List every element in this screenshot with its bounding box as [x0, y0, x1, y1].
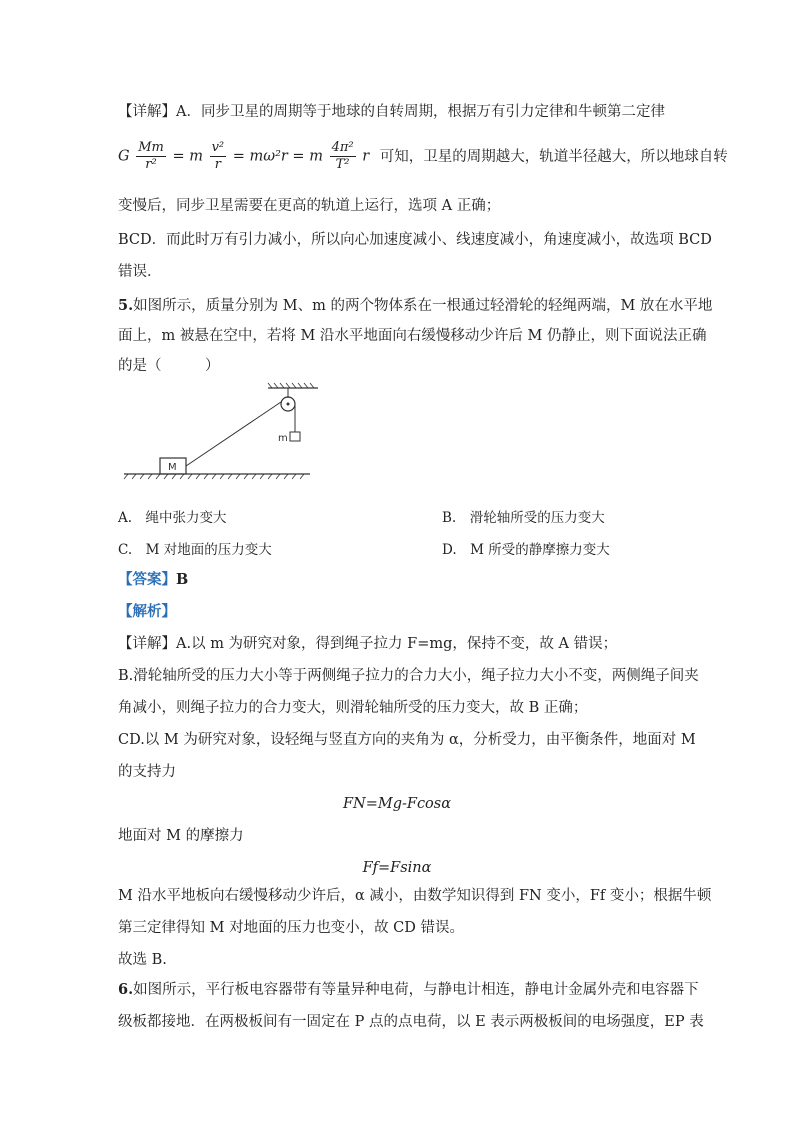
gravitation-formula: G $\frac{Mm}{\text{r²}}$ = m $\frac{\text{v²}}{r}$ = mω²r = m $\frac{\text{4π²}}{\text{T²}}$ r 可知，卫星的周期越大，轨道半径越大，所以地球自转 [118, 140, 728, 172]
detail-b-line-2: 角减小，则绳子拉力的合力变大，则滑轮轴所受的压力变大，故 B 正确； [118, 700, 588, 716]
fraction-4pi2-t2: $\frac{\text{4π²}}{\text{T²}}$ [331, 140, 354, 172]
analysis-tag: 【解析】 [118, 603, 176, 620]
answer-value: B [176, 571, 189, 588]
label-m: m [278, 433, 288, 444]
question-number: 5. [118, 297, 134, 314]
detail-conclusion-3: 故选 B. [118, 952, 167, 968]
equation-friction: Ff=Fsinα [362, 860, 432, 876]
question-5-line-3: 的是（ ） [118, 358, 220, 374]
answer-line [118, 570, 188, 590]
option-b: B. 滑轮轴所受的压力变大 [442, 510, 605, 526]
hanging-block-m [290, 432, 300, 441]
detail-b-line-1: B.滑轮轴所受的压力大小等于两侧绳子拉力的合力大小，绳子拉力大小不变，两侧绳子间夹 [118, 668, 699, 684]
detail-text: A．同步卫星的周期等于地球的自转周期，根据万有引力定律和牛顿第二定律 [176, 104, 665, 120]
analysis-heading [118, 602, 176, 622]
question-5-line-2: 面上，m 被悬在空中，若将 M 沿水平地面向右缓慢移动少许后 M 仍静止，则下面说法正确 [118, 328, 707, 344]
question-5-line-1: 5.如图所示，质量分别为 M、m 的两个物体系在一根通过轻滑轮的轻绳两端，M 放在水平地 [118, 297, 713, 314]
label-M: M [168, 462, 177, 473]
detail-cd-line-1: CD.以 M 为研究对象，设轻绳与竖直方向的夹角为 α，分析受力，由平衡条件，地面对 M [118, 732, 696, 748]
detail-cd-line-2: 的支持力 [118, 764, 176, 780]
paragraph-line: 错误． [118, 264, 162, 280]
question-number: 6. [118, 981, 134, 998]
paragraph-line: 变慢后，同步卫星需要在更高的轨道上运行，选项 A 正确； [118, 198, 501, 214]
detail-conclusion-1: M 沿水平地板向右缓慢移动少许后，α 减小，由数学知识得到 FN 变小，Ff 变小；根据牛顿 [118, 888, 712, 904]
ceiling-hatch [268, 383, 314, 388]
detail-a-line: 【详解】A.以 m 为研究对象，得到绳子拉力 F=mg，保持不变，故 A 错误； [118, 636, 618, 652]
detail-conclusion-2: 第三定律得知 M 对地面的压力也变小，故 CD 错误。 [118, 920, 465, 936]
fraction-v2-r: $\frac{\text{v²}}{r}$ [211, 140, 225, 172]
question-6-line-2: 级板都接地．在两极板间有一固定在 P 点的点电荷，以 E 表示两极板间的电场强度，EP 表 [118, 1014, 704, 1030]
option-d: D. M 所受的静摩擦力变大 [442, 542, 610, 558]
answer-tag: 【答案】 [118, 571, 176, 588]
option-a: A. 绳中张力变大 [118, 510, 227, 526]
pulley-axle [287, 403, 290, 406]
detail-friction-label: 地面对 M 的摩擦力 [118, 828, 244, 844]
rope-diagonal [186, 402, 281, 466]
pulley-diagram [118, 380, 318, 490]
ground-hatch [124, 474, 304, 479]
detail-tag: 【详解】 [118, 104, 176, 120]
question-6-line-1: 6.如图所示，平行板电容器带有等量异种电荷，与静电计相连，静电计金属外壳和电容器下 [118, 981, 699, 998]
option-c: C. M 对地面的压力变大 [118, 542, 272, 558]
equation-normal-force: FN=Mg-Fcosα [342, 796, 452, 812]
paragraph-line: BCD．而此时万有引力减小，所以向心加速度减小、线速度减小，角速度减小，故选项 BCD [118, 232, 712, 248]
paragraph-detail-a [118, 102, 665, 122]
fraction-mm-r2: $\frac{Mm}{\text{r²}}$ [138, 140, 164, 172]
